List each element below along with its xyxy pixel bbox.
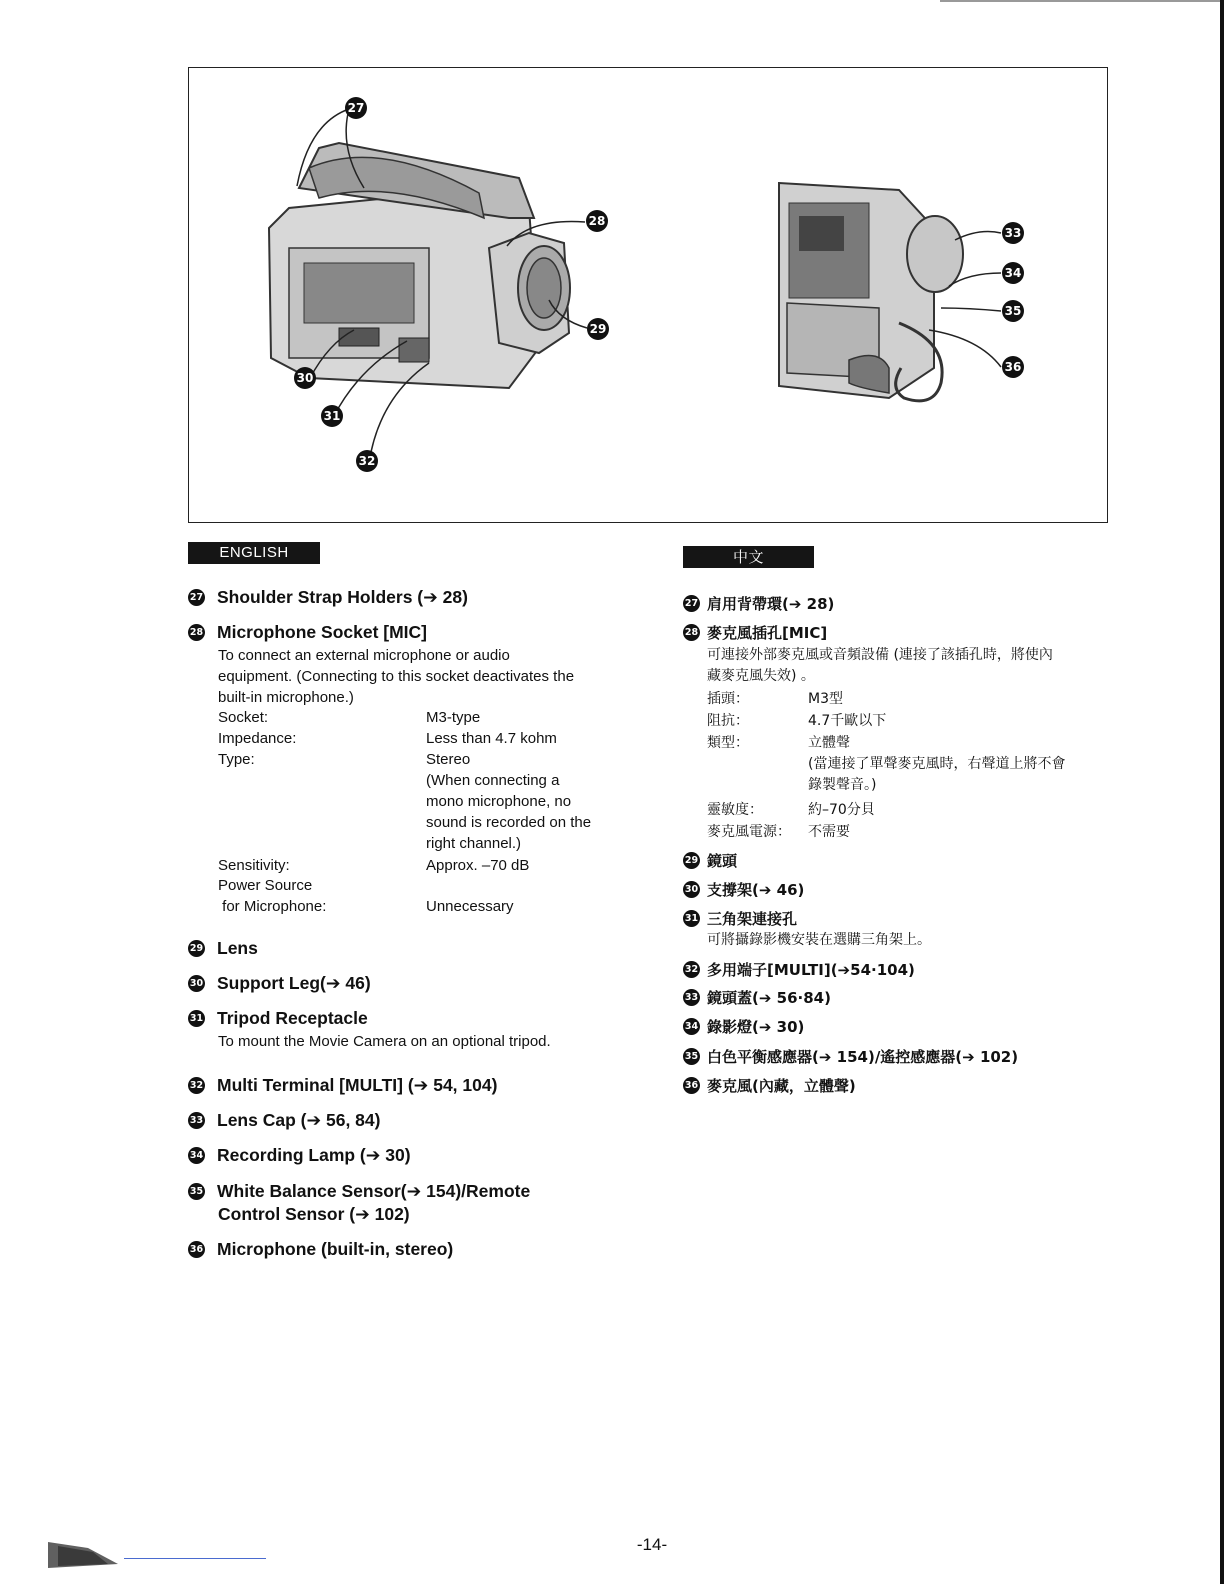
svg-text:34: 34	[1004, 266, 1022, 280]
item-number-badge: 36	[683, 1077, 700, 1094]
item-number-badge: 29	[188, 940, 205, 957]
item-description-line: 藏麥克風失效) 。	[707, 668, 815, 684]
item-description-line: equipment. (Connecting to this socket deactivates the	[218, 667, 575, 685]
item-description-line: To mount the Movie Camera on an optional tripod.	[218, 1032, 551, 1050]
item-number-badge: 32	[188, 1077, 205, 1094]
spec-value: Unnecessary	[426, 898, 514, 915]
item-number-badge: 35	[683, 1048, 700, 1065]
item-number-badge: 33	[683, 989, 700, 1006]
camera-rear-view	[269, 143, 570, 388]
svg-text:28: 28	[588, 214, 606, 228]
spec-value-line: Stereo	[426, 751, 471, 768]
zh-item-28	[683, 622, 1123, 687]
item-description-line: 可將攝錄影機安裝在選購三角架上。	[707, 932, 931, 948]
zh-item-31	[683, 908, 1123, 951]
item-title: Microphone Socket [MIC]	[217, 621, 428, 642]
item-number-badge: 27	[683, 595, 700, 612]
item-number-badge: 33	[188, 1112, 205, 1129]
spec-label: 類型：	[707, 735, 749, 751]
en-item-36	[188, 1238, 648, 1260]
item-title: 麥克風插孔[MIC]	[707, 624, 828, 642]
callout-33	[1002, 222, 1024, 244]
english-section-tag: ENGLISH	[188, 542, 320, 564]
svg-text:32: 32	[358, 454, 376, 468]
item-title: Lens	[217, 937, 258, 958]
item-title: 肩用背帶環(➔ 28)	[707, 595, 835, 613]
callout-32	[356, 450, 378, 472]
item-title: 支撐架(➔ 46)	[707, 881, 805, 899]
zh-item-33	[683, 987, 1123, 1008]
scan-artifact	[48, 1538, 118, 1568]
item-title: White Balance Sensor(➔ 154)/Remote	[217, 1180, 531, 1201]
scan-underline	[124, 1558, 266, 1559]
item-title: 麥克風(內藏，立體聲)	[707, 1077, 856, 1095]
camera-front-view	[779, 183, 963, 401]
item-number-badge: 32	[683, 961, 700, 978]
item-number-badge: 36	[188, 1241, 205, 1258]
item-number-badge: 35	[188, 1183, 205, 1200]
zh-item-27	[683, 593, 1123, 614]
item-description-line: To connect an external microphone or audio	[218, 646, 510, 664]
item-number-badge: 31	[188, 1010, 205, 1027]
zh-item-36	[683, 1075, 1123, 1096]
en-item-30	[188, 972, 648, 994]
item-title-continuation: Control Sensor (➔ 102)	[218, 1203, 410, 1224]
scan-top-edge	[940, 0, 1220, 2]
spec-label-line: Power Source	[218, 877, 313, 894]
en-item-34	[188, 1144, 648, 1166]
item-number-badge: 34	[683, 1018, 700, 1035]
item-title: 多用端子[MULTI](➔54·104)	[707, 961, 915, 979]
item-number-badge: 28	[683, 624, 700, 641]
spec-label: Socket:	[218, 709, 269, 726]
en-item-29	[188, 937, 648, 959]
zh-item-35	[683, 1046, 1123, 1067]
svg-text:27: 27	[347, 101, 365, 115]
item-title: 白色平衡感應器(➔ 154)/遙控感應器(➔ 102)	[707, 1048, 1019, 1066]
item-number-badge: 30	[188, 975, 205, 992]
spec-value-line: sound is recorded on the	[426, 814, 592, 831]
en-item-35	[188, 1180, 648, 1225]
item-number-badge: 34	[188, 1147, 205, 1164]
spec-value: 不需要	[808, 824, 850, 840]
zh-item-34	[683, 1016, 1123, 1037]
spec-value: M3-type	[426, 709, 481, 726]
spec-label-line: for Microphone:	[218, 898, 327, 915]
en-item-33	[188, 1109, 648, 1131]
callout-27	[345, 97, 367, 119]
item-description-line: 可連接外部麥克風或音頻設備 (連接了該插孔時，將使內	[707, 647, 1053, 663]
callout-35	[1002, 300, 1024, 322]
item-number-badge: 30	[683, 881, 700, 898]
callout-30	[294, 367, 316, 389]
item-number-badge: 31	[683, 910, 700, 927]
item-title: Lens Cap (➔ 56, 84)	[217, 1109, 381, 1130]
spec-value: Approx. –70 dB	[426, 857, 530, 874]
page-number: -14-	[636, 1535, 668, 1554]
svg-text:29: 29	[589, 322, 607, 336]
spec-value: 約–70分貝	[808, 802, 875, 818]
en-item-31	[188, 1007, 648, 1052]
item-number-badge: 29	[683, 852, 700, 869]
svg-text:35: 35	[1004, 304, 1022, 318]
svg-text:30: 30	[296, 371, 314, 385]
zh-item-30	[683, 879, 1123, 900]
spec-label: 麥克風電源：	[707, 824, 791, 840]
svg-text:31: 31	[323, 409, 341, 423]
spec-value: Less than 4.7 kohm	[426, 730, 557, 747]
spec-value-line: (When connecting a	[426, 772, 560, 789]
svg-text:33: 33	[1004, 226, 1022, 240]
item-title: Shoulder Strap Holders (➔ 28)	[217, 586, 468, 607]
en-item-27	[188, 586, 648, 608]
item-title: Multi Terminal [MULTI] (➔ 54, 104)	[217, 1074, 498, 1095]
spec-label: 靈敏度：	[707, 802, 763, 818]
callout-28	[586, 210, 608, 232]
chinese-section-tag: 中文	[683, 546, 814, 568]
spec-label: Sensitivity:	[218, 857, 290, 874]
item-title: Microphone (built-in, stereo)	[217, 1238, 454, 1259]
item-title: 鏡頭	[707, 852, 738, 870]
item-title: Tripod Receptacle	[217, 1007, 368, 1028]
zh-item-32	[683, 959, 1123, 980]
spec-value: 4.7千歐以下	[808, 713, 887, 729]
item-number-badge: 28	[188, 624, 205, 641]
callout-34	[1002, 262, 1024, 284]
callout-36	[1002, 356, 1024, 378]
spec-value: M3型	[808, 691, 843, 707]
callout-31	[321, 405, 343, 427]
spec-label: Type:	[218, 751, 255, 768]
camera-drawing	[189, 68, 1109, 524]
spec-value-line: (當連接了單聲麥克風時，右聲道上將不會	[808, 756, 1066, 772]
spec-label: 插頭：	[707, 691, 749, 707]
scan-right-edge	[1220, 0, 1224, 1584]
item-title: 錄影燈(➔ 30)	[707, 1018, 805, 1036]
item-description-line: built-in microphone.)	[218, 688, 354, 706]
en-item-28	[188, 621, 648, 708]
spec-label: Impedance:	[218, 730, 297, 747]
spec-value-line: 錄製聲音。)	[808, 777, 877, 793]
spec-value-line: 立體聲	[808, 735, 850, 751]
spec-value-line: right channel.)	[426, 835, 522, 852]
spec-value-line: mono microphone, no	[426, 793, 572, 810]
svg-text:36: 36	[1004, 360, 1022, 374]
spec-label: 阻抗：	[707, 713, 749, 729]
camera-illustration	[188, 67, 1108, 523]
en-item-32	[188, 1074, 648, 1096]
item-title: Support Leg(➔ 46)	[217, 972, 371, 993]
item-title: Recording Lamp (➔ 30)	[217, 1144, 411, 1165]
item-title: 三角架連接孔	[707, 910, 798, 928]
item-number-badge: 27	[188, 589, 205, 606]
callout-29	[587, 318, 609, 340]
zh-item-29	[683, 850, 1123, 871]
item-title: 鏡頭蓋(➔ 56·84)	[707, 989, 831, 1007]
